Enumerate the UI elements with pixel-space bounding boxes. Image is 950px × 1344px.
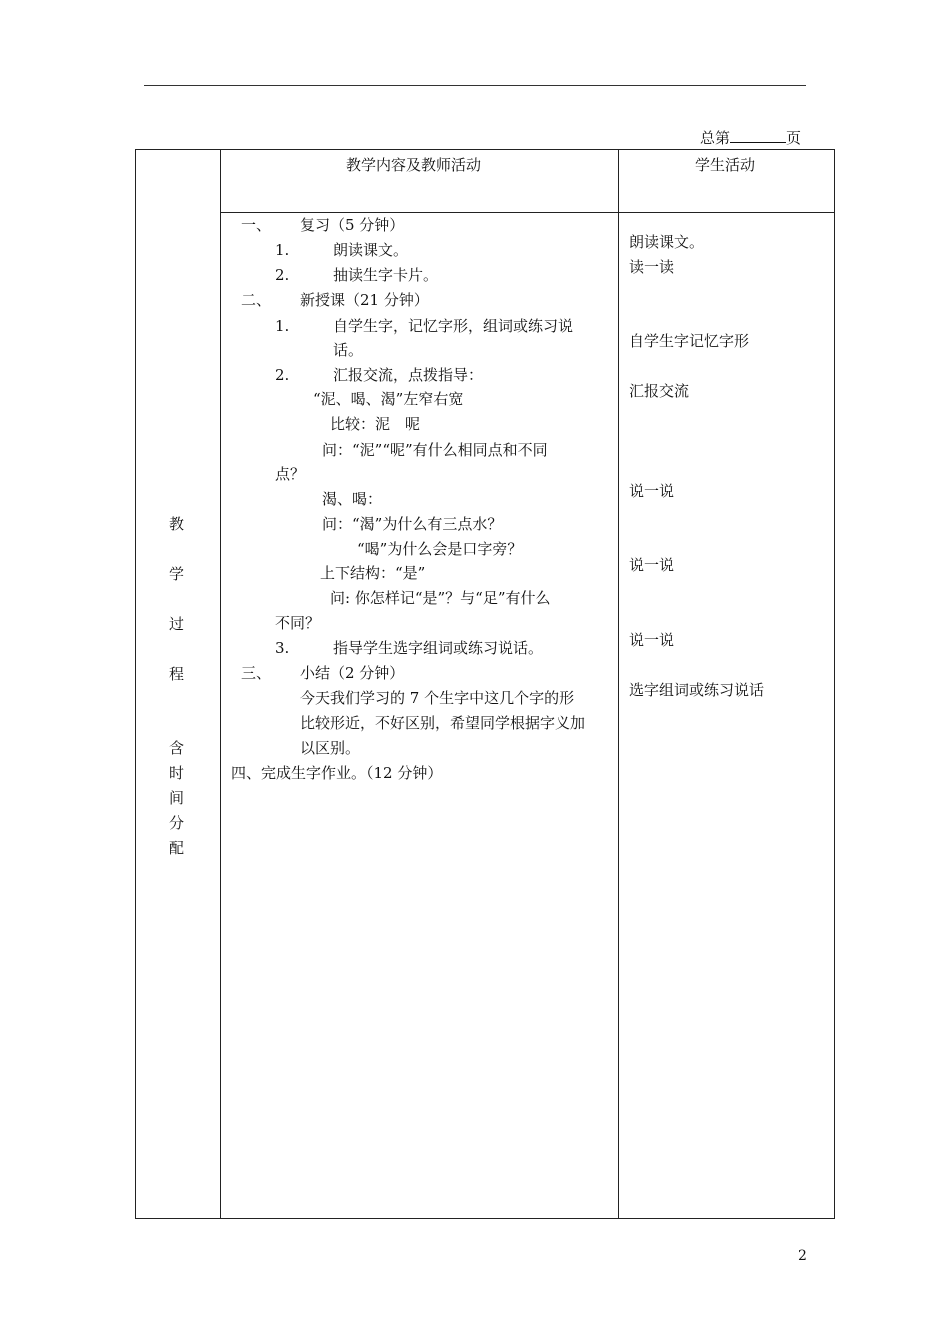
item-text: 指导学生选字组词或练习说话。 <box>333 639 544 657</box>
student-activity: 选字组词或练习说话 <box>629 681 765 699</box>
item-text: 上下结构：“是” <box>320 564 426 582</box>
table-border-left <box>135 149 136 1219</box>
item-text: 问: 你怎样记“是”？与“足”有什么 <box>330 589 551 607</box>
header-student-activity: 学生活动 <box>695 156 756 174</box>
item-text: 渴、喝： <box>322 490 383 508</box>
header-teacher-activity: 教学内容及教师活动 <box>346 156 482 174</box>
side-label-char: 过 <box>169 615 185 633</box>
student-activity: 说一说 <box>629 631 675 649</box>
item-text: 汇报交流，点拨指导： <box>333 366 484 384</box>
side-label-char: 程 <box>169 665 185 683</box>
item-number: 1. <box>275 317 290 335</box>
item-text: 抽读生字卡片。 <box>333 266 439 284</box>
item-text: 问：“泥”“呢”有什么相同点和不同 <box>322 441 548 459</box>
side-label-char: 教 <box>169 515 185 533</box>
table-header-divider <box>220 212 835 213</box>
table-border-bottom <box>135 1218 835 1219</box>
table-divider-student <box>618 149 619 1219</box>
student-activity: 汇报交流 <box>629 382 690 400</box>
student-activity: 朗读课文。 <box>629 233 705 251</box>
section-title: 新授课（21 分钟） <box>300 291 429 309</box>
lesson-table <box>135 149 835 1219</box>
total-page-blank <box>730 128 786 143</box>
side-label-char: 时 <box>169 764 185 782</box>
item-text: 话。 <box>333 341 364 359</box>
page-number: 2 <box>798 1248 807 1264</box>
item-number: 3. <box>275 639 290 657</box>
item-number: 2. <box>275 366 290 384</box>
total-page-suffix: 页 <box>786 129 802 147</box>
item-text: “泥、喝、渴”左窄右宽 <box>313 390 464 408</box>
side-label-char: 间 <box>169 789 185 807</box>
side-label-char: 配 <box>169 839 185 857</box>
section-number: 一、 <box>241 216 272 234</box>
total-page-prefix: 总第 <box>700 129 731 147</box>
section-number: 二、 <box>241 291 272 309</box>
table-border-top <box>135 149 835 150</box>
side-label-char: 含 <box>169 739 185 757</box>
item-text: 朗读课文。 <box>333 241 409 259</box>
header-rule <box>144 85 806 86</box>
item-text: 以区别。 <box>300 739 361 757</box>
table-border-right <box>834 149 835 1219</box>
student-activity: 读一读 <box>629 258 675 276</box>
section-number: 三、 <box>241 664 272 682</box>
item-text: “喝”为什么会是口字旁？ <box>357 540 523 558</box>
section-title: 四、完成生字作业。（12 分钟） <box>231 764 443 782</box>
section-title: 复习（5 分钟） <box>300 216 405 234</box>
table-divider-side <box>220 149 221 1219</box>
student-activity: 说一说 <box>629 556 675 574</box>
item-text: 今天我们学习的 7 个生字中这几个字的形 <box>300 689 575 707</box>
item-text: 比较形近，不好区别，希望同学根据字义加 <box>300 714 586 732</box>
item-text: 自学生字，记忆字形，组词或练习说 <box>333 317 574 335</box>
student-activity: 自学生字记忆字形 <box>629 332 750 350</box>
item-number: 1. <box>275 241 290 259</box>
student-activity: 说一说 <box>629 482 675 500</box>
item-text: 不同？ <box>275 614 321 632</box>
item-text: 点？ <box>275 465 306 483</box>
side-label-char: 学 <box>169 565 185 583</box>
side-label-char: 分 <box>169 814 185 832</box>
item-text: 问：“渴”为什么有三点水？ <box>322 515 503 533</box>
item-text: 比较：泥 呢 <box>330 415 421 433</box>
item-number: 2. <box>275 266 290 284</box>
section-title: 小结（2 分钟） <box>300 664 405 682</box>
total-page-label <box>700 127 801 148</box>
